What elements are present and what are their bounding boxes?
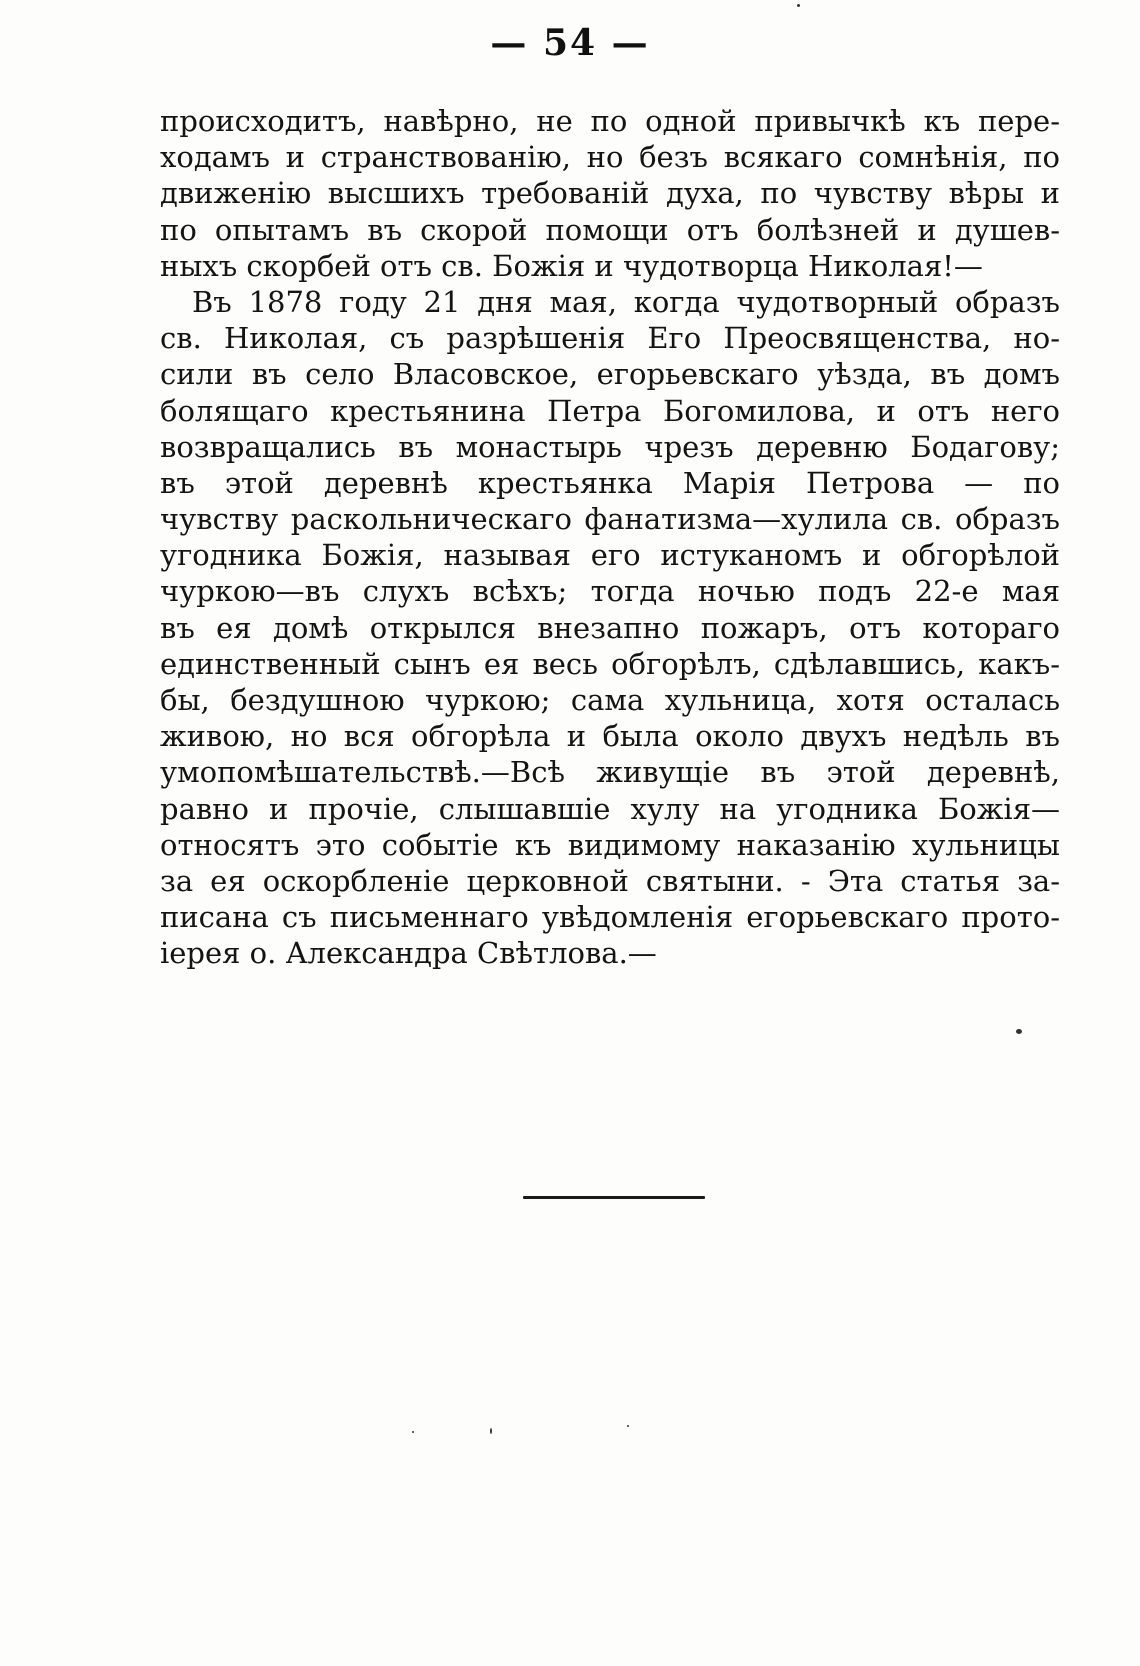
paragraph-2	[160, 284, 1060, 972]
text-line: единственный сынъ ея весь обгорѣлъ, сдѣлавшись, какъ-	[160, 646, 1060, 681]
text-line: болящаго крестьянина Петра Богомилова, и отъ него	[160, 393, 1060, 428]
text-line: движенію высшихъ требованій духа, по чувству вѣры и	[160, 176, 1060, 211]
text-line: въ этой деревнѣ крестьянка Марія Петрова — по	[160, 465, 1060, 500]
text-line: чуркою—въ слухъ всѣхъ; тогда ночью подъ 22-е мая	[160, 574, 1060, 609]
text-line: происходитъ, навѣрно, не по одной привычкѣ къ пере-	[160, 104, 1060, 138]
text-line: по опытамъ въ скорой помощи отъ болѣзней и душев-	[160, 212, 1060, 247]
text-line: іерея о. Александра Свѣтлова.—	[160, 936, 657, 971]
text-line: ходамъ и странствованію, но безъ всякаго сомнѣнія, по	[160, 140, 1060, 175]
text-line: св. Николая, съ разрѣшенія Его Преосвященства, но-	[160, 321, 1060, 356]
text-line: бы, бездушною чуркою; сама хульница, хотя осталась	[160, 683, 1060, 717]
text-line: писана съ письменнаго увѣдомленія егорьевскаго прото-	[160, 900, 1060, 935]
text-line: въ ея домѣ открылся внезапно пожаръ, отъ котораго	[160, 610, 1060, 645]
text-line: за ея оскорбленіе церковной святыни. - Эта статья за-	[160, 863, 1060, 898]
text-line: возвращались въ монастырь чрезъ деревню Бодагову;	[160, 429, 1060, 464]
paragraph-1	[160, 103, 1060, 284]
text-line: Въ 1878 году 21 дня мая, когда чудотворный образъ	[192, 284, 1060, 319]
page-number: — 54 —	[490, 22, 650, 64]
section-divider	[523, 1196, 705, 1199]
body-text	[160, 103, 1060, 972]
text-line: сили въ село Власовское, егорьевскаго уѣзда, въ домъ	[160, 357, 1060, 392]
text-line: ныхъ скорбей отъ св. Божія и чудотворца Николая!—	[160, 248, 983, 283]
text-line: живою, но вся обгорѣла и была около двухъ недѣль въ	[160, 719, 1060, 754]
text-line: угодника Божія, называя его истуканомъ и обгорѣлой	[160, 538, 1060, 573]
text-line: умопомѣшательствѣ.—Всѣ живущіе въ этой деревнѣ,	[160, 755, 1060, 790]
text-line: равно и прочіе, слышавшіе хулу на угодника Божія—	[160, 791, 1060, 826]
scan-speck	[490, 1428, 492, 1434]
scan-speck	[1016, 1029, 1022, 1034]
scan-speck	[412, 1431, 414, 1433]
text-line: относятъ это событіе къ видимому наказанію хульницы	[160, 827, 1060, 862]
text-line: чувству раскольническаго фанатизма—хулила св. образъ	[160, 502, 1060, 537]
scan-speck	[797, 4, 800, 7]
scan-speck	[627, 1425, 629, 1427]
